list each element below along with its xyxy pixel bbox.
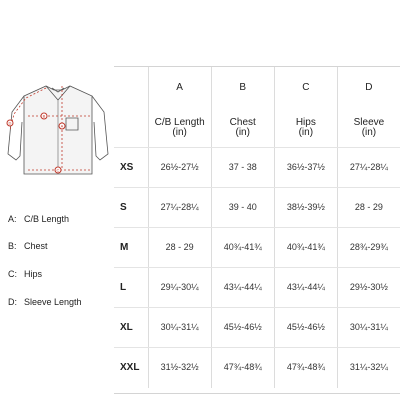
size-label: L [120,281,127,293]
size-label: XS [120,161,134,173]
empty-corner [114,109,148,147]
empty-corner [114,67,148,109]
table-cell: 31¼-32¼ [337,348,400,388]
column-header-row [114,109,400,147]
legend-letter: C: [8,269,17,279]
column-header-unit: (in) [235,127,250,138]
column-letter-d: D [337,67,400,109]
column-header-unit: (in) [361,127,377,138]
size-label: S [120,201,127,213]
table-row [114,187,400,228]
table-cell: 28 - 29 [148,228,211,268]
table-cell: 43¼-44¼ [274,268,337,308]
table-row [114,267,400,308]
column-letter-row [114,67,400,109]
legend-item-c [8,269,42,279]
marker-a-label: A [60,123,64,129]
legend-text: Chest [24,241,48,251]
table-cell: 26½-27½ [148,148,211,188]
column-header-unit: (in) [298,127,314,138]
size-label: XXL [120,361,140,373]
table-cell: 39 - 40 [211,188,274,228]
legend-text: C/B Length [24,214,70,224]
column-header-label: Chest [229,116,256,128]
table-cell: 28 - 29 [337,188,400,228]
marker-c-label: C [56,167,60,173]
table-cell: 47¾-48¾ [211,348,274,388]
table-cell: 27¼-28¼ [337,148,400,188]
column-header-label: Hips [295,116,316,128]
marker-b-label: B [42,113,46,119]
legend-letter: B: [8,241,17,251]
table-row [114,347,400,388]
column-header-cb-length [148,109,211,147]
table-cell: 40¾-41¾ [274,228,337,268]
column-letter-a: A [148,67,211,109]
column-header-label: Sleeve [353,116,385,128]
table-cell: 40¾-41¾ [211,228,274,268]
shirt-measurement-diagram [0,78,112,188]
column-letter-b: B [211,67,274,109]
table-cell: 45½-46½ [211,308,274,348]
table-cell: 30¼-31¼ [148,308,211,348]
table-cell: 38½-39½ [274,188,337,228]
size-chart-table [114,66,400,394]
table-cell: 36½-37½ [274,148,337,188]
table-row [114,227,400,268]
table-cell: 43¼-44¼ [211,268,274,308]
legend-text: Hips [24,269,43,279]
table-cell: 30¼-31¼ [337,308,400,348]
column-letter-c: C [274,67,337,109]
table-cell: 28¾-29¾ [337,228,400,268]
table-cell: 27¼-28¼ [148,188,211,228]
table-cell: 29½-30½ [337,268,400,308]
table-cell: 29¼-30¼ [148,268,211,308]
table-row [114,147,400,188]
size-label: XL [120,321,133,333]
marker-d-label: D [8,120,12,126]
legend-letter: D: [8,297,17,307]
column-header-hips [274,109,337,147]
column-header-sleeve [337,109,400,147]
legend-letter: A: [8,214,17,224]
table-cell: 47¾-48¾ [274,348,337,388]
column-header-chest [211,109,274,147]
size-label: M [120,241,129,253]
table-cell: 45½-46½ [274,308,337,348]
legend-item-b [8,241,48,251]
column-header-unit: (in) [172,127,187,138]
table-row [114,307,400,348]
legend-text: Sleeve Length [24,297,82,307]
table-cell: 37 - 38 [211,148,274,188]
legend-item-a [8,214,69,224]
table-cell: 31½-32½ [148,348,211,388]
legend-item-d [8,297,82,307]
column-header-label: C/B Length [154,116,205,128]
